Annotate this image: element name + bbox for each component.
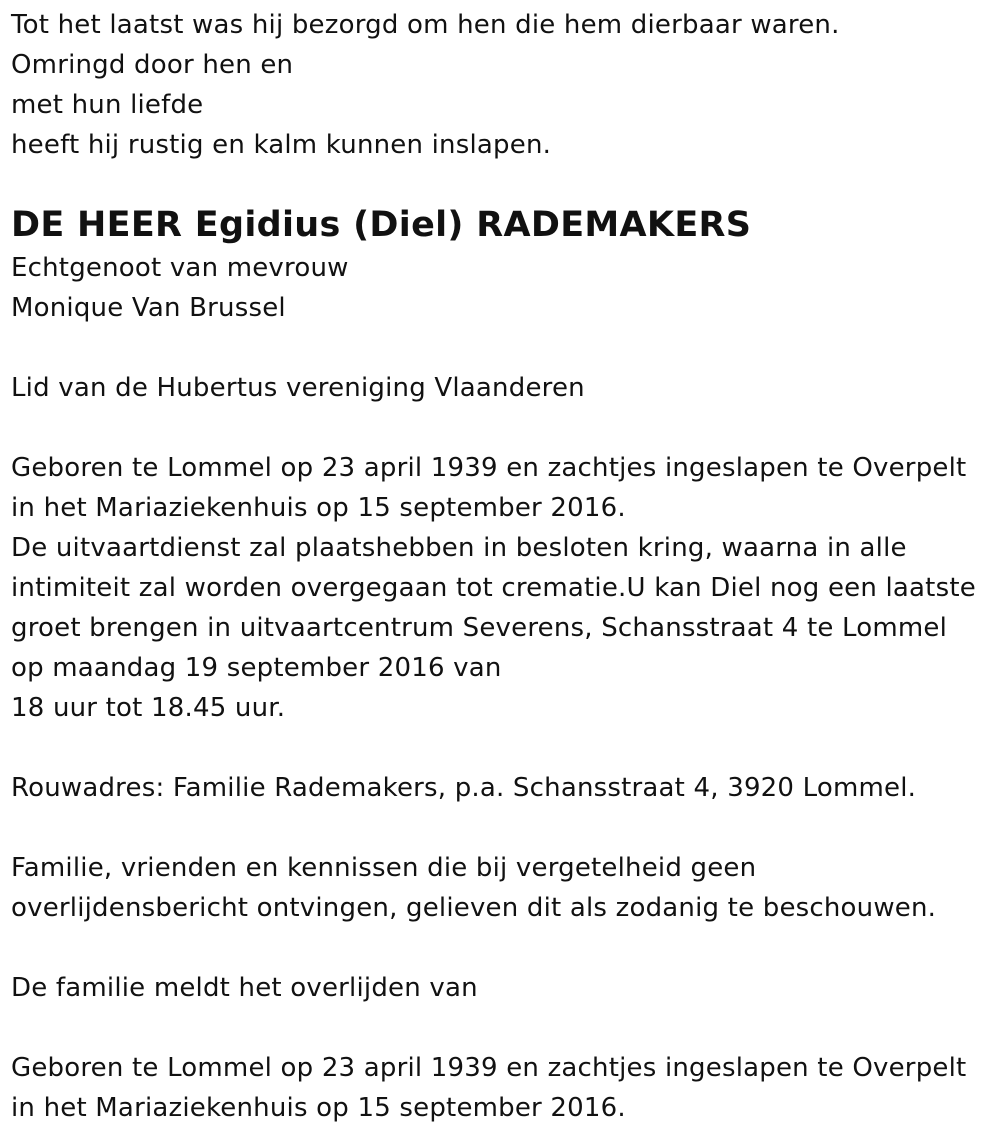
birth-death-line: Geboren te Lommel op 23 april 1939 en zachtjes ingeslapen te Overpelt [11,453,967,483]
service-paragraph [11,528,996,728]
birth-death-line: Geboren te Lommel op 23 april 1939 en zachtjes ingeslapen te Overpelt [11,1053,967,1083]
service-line: groet brengen in uitvaartcentrum Severens, Schansstraat 4 te Lommel [11,613,948,643]
intro-verse [11,5,996,165]
announcement-text: De familie meldt het overlijden van [11,973,478,1003]
birth-death-repeat-paragraph [11,1048,996,1128]
spouse-name: Monique Van Brussel [11,293,286,323]
membership-text: Lid van de Hubertus vereniging Vlaanderen [11,373,585,403]
notice-paragraph [11,848,996,928]
spouse-line: Echtgenoot van mevrouw [11,253,349,283]
intro-line: heeft hij rustig en kalm kunnen inslapen. [11,130,552,160]
spouse-section [11,248,996,328]
notice-line: Familie, vrienden en kennissen die bij vergetelheid geen [11,853,757,883]
notice-line: overlijdensbericht ontvingen, gelieven dit als zodanig te beschouwen. [11,893,937,923]
deceased-name: DE HEER Egidius (Diel) RADEMAKERS [11,205,752,245]
service-line: De uitvaartdienst zal plaatshebben in besloten kring, waarna in alle [11,533,907,563]
service-line: intimiteit zal worden overgegaan tot crematie.U kan Diel nog een laatste [11,573,976,603]
obituary-document [11,0,996,1128]
birth-death-paragraph [11,448,996,528]
service-line: op maandag 19 september 2016 van [11,653,502,683]
birth-death-line: in het Mariaziekenhuis op 15 september 2016. [11,1093,626,1123]
intro-line: Tot het laatst was hij bezorgd om hen die hem dierbaar waren. [11,10,840,40]
mourning-address: Rouwadres: Familie Rademakers, p.a. Schansstraat 4, 3920 Lommel. [11,773,917,803]
intro-line: Omringd door hen en [11,50,294,80]
service-line: 18 uur tot 18.45 uur. [11,693,286,723]
birth-death-line: in het Mariaziekenhuis op 15 september 2016. [11,493,626,523]
intro-line: met hun liefde [11,90,204,120]
